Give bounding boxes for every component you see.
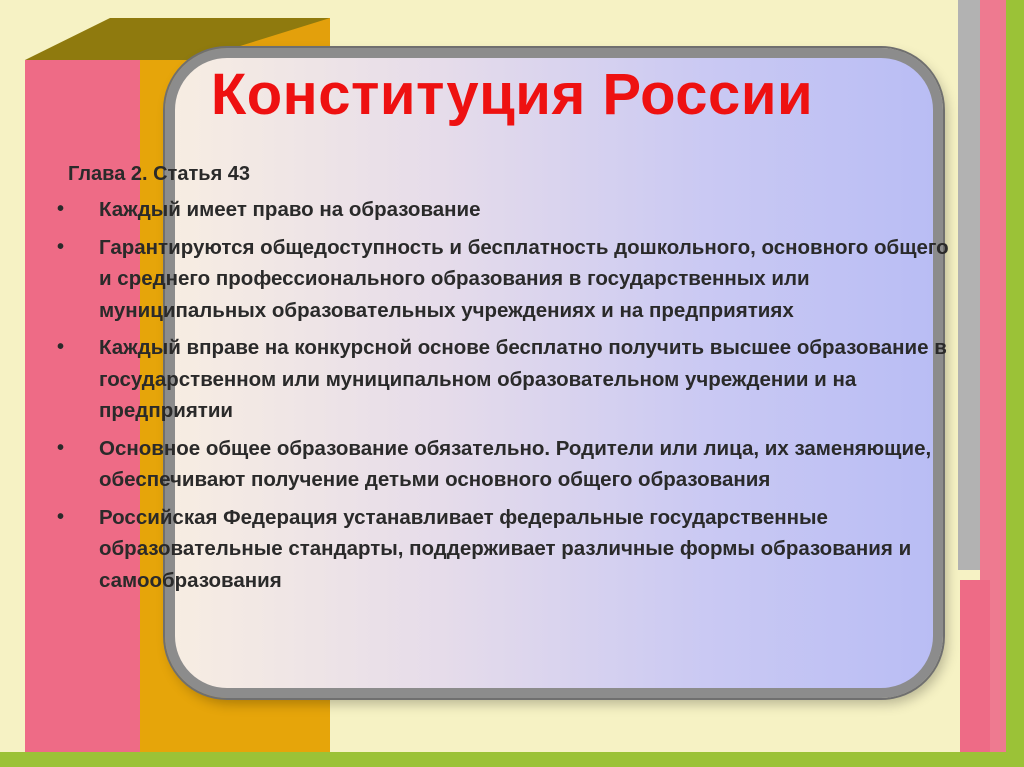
bullet-text: Основное общее образование обязательно. Родители или лица, их заменяющие, обеспечивают получение детьми основного общего образования [99,436,932,491]
green-strip-bottom [0,752,1024,767]
slide-subtitle: Глава 2. Статья 43 [68,163,251,185]
bullet-dot-icon: • [57,198,65,220]
bullet-item [55,232,955,327]
bullet-text: Российская Федерация устанавливает федеральные государственные образовательные стандарты, поддерживает различные формы образования и самообразования [99,505,912,592]
bullet-dot-icon: • [57,235,65,258]
bullet-list [55,194,955,602]
pink-block-bottom-right [960,580,990,767]
bullet-item [55,433,955,496]
bullet-text: Каждый вправе на конкурсной основе бесплатно получить высшее образование в государственном или муниципальном образовательном учреждении и на предприятии [99,336,947,422]
bullet-text: Каждый имеет право на образование [99,198,481,221]
bullet-item [55,194,955,226]
bullet-item [55,332,955,427]
bullet-item [55,502,955,597]
slide-title: Конституция России [210,62,814,127]
bullet-dot-icon: • [57,505,65,528]
bullet-dot-icon: • [57,436,65,459]
bullet-dot-icon: • [57,336,65,358]
bullet-text: Гарантируются общедоступность и бесплатность дошкольного, основного общего и среднего профессионального образования в государственных или муниципальных образовательных учреждениях и на предприятиях [99,235,949,322]
